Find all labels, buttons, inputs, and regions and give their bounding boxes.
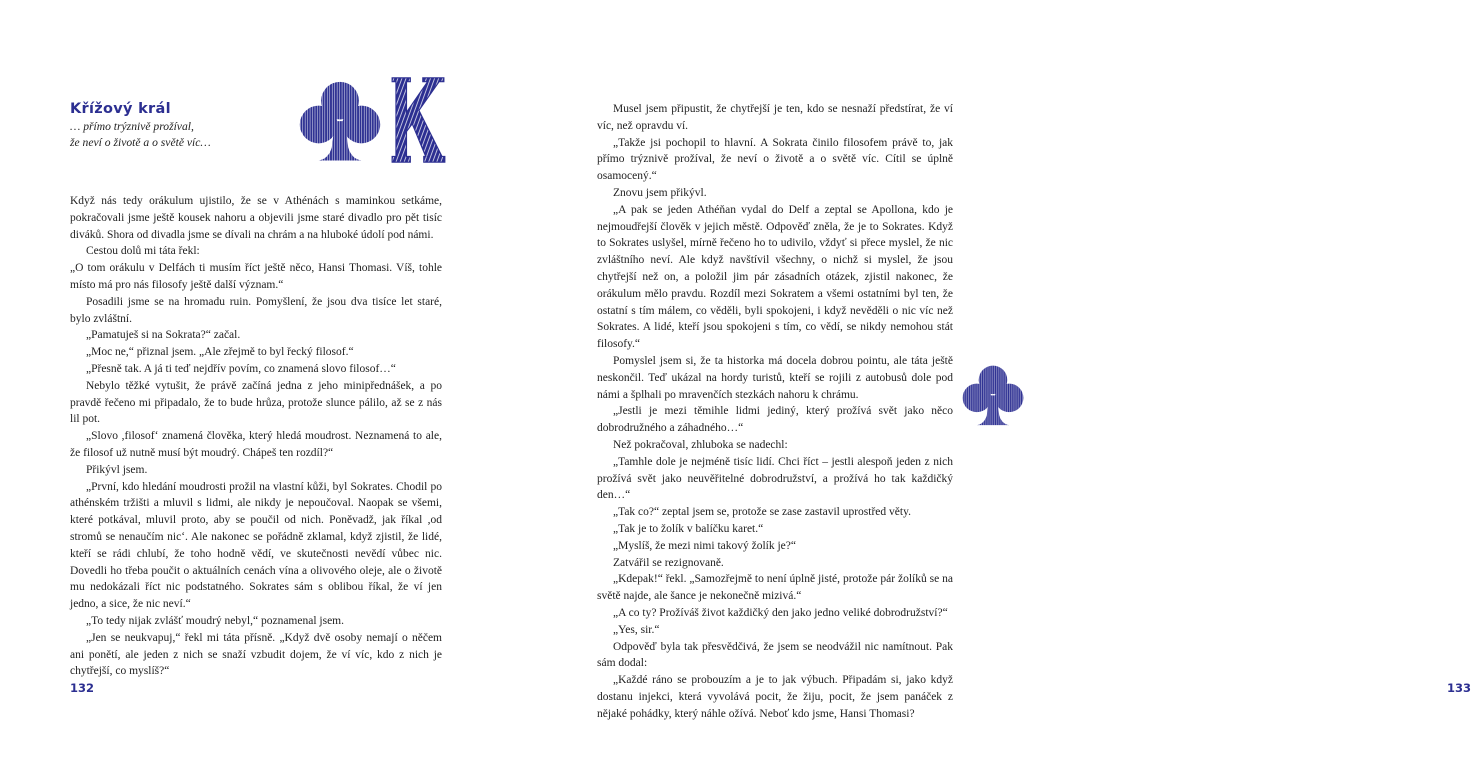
paragraph: Přikývl jsem.	[86, 463, 148, 476]
club-icon	[299, 78, 381, 166]
paragraph: Než pokračoval, zhluboka se nadechl:	[613, 438, 788, 451]
paragraph: „Kdepak!“ řekl. „Samozřejmě to není úplně jisté, protože pár žolíků se na světě najde, ale šance je nekonečně mizivá.“	[597, 573, 953, 603]
paragraph: „A co ty? Prožíváš život každičký den jako jedno veliké dobrodružství?“	[613, 606, 948, 619]
paragraph: Když nás tedy orákulum ujistilo, že se v Athénách s maminkou setkáme, pokračovali jsme ještě kousek nahoru a objevili jsme staré divadlo pro pět tisíc diváků. Shora od divadla jsme se dívali na chrám a na hluboké údolí pod námi.	[70, 195, 442, 241]
left-page-text	[70, 193, 442, 680]
left-page	[0, 0, 512, 768]
chapter-heading	[70, 101, 300, 151]
paragraph: „První, kdo hledání moudrosti prožil na vlastní kůži, byl Sokrates. Chodil po athénském tržišti a mluvil s lidmi, ale nikdy je nepoučoval. Naopak se všemi, které potkával, mluvil proto, aby se poučil od nich. Poněvadž, jak říkal ,od stromů se nenaučím nic‘. Ale nakonec se pořádně zklamal, když zjistil, že lidé, kteří se rádi chlubí, že toho hodně vědí, ve skutečnosti nevědí vůbec nic. Dovedli ho třeba poučit o aktuálních cenách vína a olivového oleje, ale o životě mu nedokázali říct nic podstatného. Sokrates sám s oblibou říkal, že ví jen jedno, a sice, že nic neví.“	[70, 480, 442, 611]
chapter-subtitle-line1: … přímo trýznivě prožíval,	[70, 120, 194, 133]
paragraph: „Tamhle dole je nejméně tisíc lidí. Chci říct – jestli alespoň jeden z nich prožívá svět jako neuvěřitelné dobrodružství, a prožívá ho tak každičký den…“	[597, 455, 953, 502]
paragraph: „Přesně tak. A já ti teď nejdřív povím, co znamená slovo filosof…“	[86, 362, 396, 375]
chapter-subtitle	[70, 119, 300, 151]
paragraph: „Tak co?“ zeptal jsem se, protože se zase zastavil uprostřed věty.	[613, 506, 911, 519]
paragraph: „Jen se neukvapuj,“ řekl mi táta přísně. „Když dvě osoby nemají o něčem ani ponětí, ale jeden z nich se snaží vzbudit dojem, že ví víc, kdo z nich je chytřejší, co myslíš?“	[70, 631, 442, 678]
chapter-subtitle-line2: že neví o životě a o světě víc…	[70, 136, 211, 149]
paragraph: „Každé ráno se probouzím a je to jak výbuch. Připadám si, jako když dostanu injekci, která vyvolává pocit, že žiju, pocit, že jsem panáček z nějaké pohádky, který náhle ožívá. Neboť kdo jsme, Hansi Thomasi?	[597, 674, 953, 720]
paragraph: Musel jsem připustit, že chytřejší je ten, kdo se nesnaží předstírat, že ví víc, než opravdu ví.	[597, 103, 953, 132]
paragraph: Zatvářil se rezignovaně.	[613, 556, 724, 569]
page-number: 133	[1447, 681, 1471, 695]
paragraph: „Pamatuješ si na Sokrata?“ začal.	[86, 329, 241, 342]
paragraph: „Yes, sir.“	[613, 623, 660, 636]
right-page-text	[597, 101, 953, 722]
paragraph: Znovu jsem přikývl.	[613, 186, 707, 199]
paragraph: Cestou dolů mi táta řekl:	[86, 245, 200, 258]
paragraph: „Tak je to žolík v balíčku karet.“	[613, 522, 764, 535]
paragraph: „Myslíš, že mezi nimi takový žolík je?“	[613, 539, 796, 552]
paragraph: „Slovo ,filosof‘ znamená člověka, který hledá moudrost. Neznamená to ale, že filosof už nutně musí být moudrý. Chápeš ten rozdíl?“	[70, 430, 442, 459]
chapter-title: Křížový král	[70, 101, 171, 117]
paragraph: Odpověď byla tak přesvědčivá, že jsem se neodvážil nic namítnout. Pak sám dodal:	[597, 640, 953, 670]
paragraph: „Jestli je mezi těmihle lidmi jediný, který prožívá svět jako něco dobrodružného a záhadného…“	[597, 405, 953, 435]
paragraph: Posadili jsme se na hromadu ruin. Pomyšlení, že jsou dva tisíce let staré, bylo zvláštní.	[70, 295, 442, 325]
paragraph: „A pak se jeden Athéňan vydal do Delf a zeptal se Apollona, kdo je nejmoudřejší člověk v jejich městě. Odpověď zněla, že je to Sokrates. Když to Sokrates uslyšel, mírně řečeno ho to udivilo, vždyť si přece myslel, že nic zvláštního neví. Ale když navštívil všechny, o nichž si myslel, že jsou chytřejší než on, a položil jim pár zásadních otázek, zjistil nakonec, že orákulum mělo pravdu. Rozdíl mezi Sokratem a všemi ostatními byl ten, že ostatní s tím málem, co věděli, byli spokojeni, i když nevěděli o nic víc než Sokrates. A lidé, kteří jsou spokojeni s tím, co vědí, se nikdy nemohou stát filosofy.“	[597, 203, 953, 351]
page-number: 132	[70, 681, 95, 695]
club-icon	[962, 361, 1024, 431]
decorative-letter-k-icon	[389, 74, 447, 166]
paragraph: Nebylo těžké vytušit, že právě začíná jedna z jeho minipřednášek, a po pravdě řečeno mi připadalo, že to bude hrůza, protože slunce pálilo, až se z nás lil pot.	[70, 379, 442, 426]
paragraph: „To tedy nijak zvlášť moudrý nebyl,“ poznamenal jsem.	[86, 614, 344, 627]
paragraph: Pomyslel jsem si, že ta historka má docela dobrou pointu, ale táta ještě neskončil. Teď ukázal na hordy turistů, kteří se rojili z autobusů dole pod námi a šplhali po mravenčích stezkách nahoru k chrámu.	[597, 354, 953, 401]
paragraph: „Moc ne,“ přiznal jsem. „Ale zřejmě to byl řecký filosof.“	[86, 346, 354, 359]
paragraph: „O tom orákulu v Delfách ti musím říct ještě něco, Hansi Thomasi. Víš, tohle místo má pro nás filosofy ještě další význam.“	[70, 262, 442, 291]
paragraph: „Takže jsi pochopil to hlavní. A Sokrata činilo filosofem právě to, jak přímo trýznivě prožíval, že neví o životě a o světě víc. Cítil se úplně osamocený.“	[597, 136, 953, 183]
